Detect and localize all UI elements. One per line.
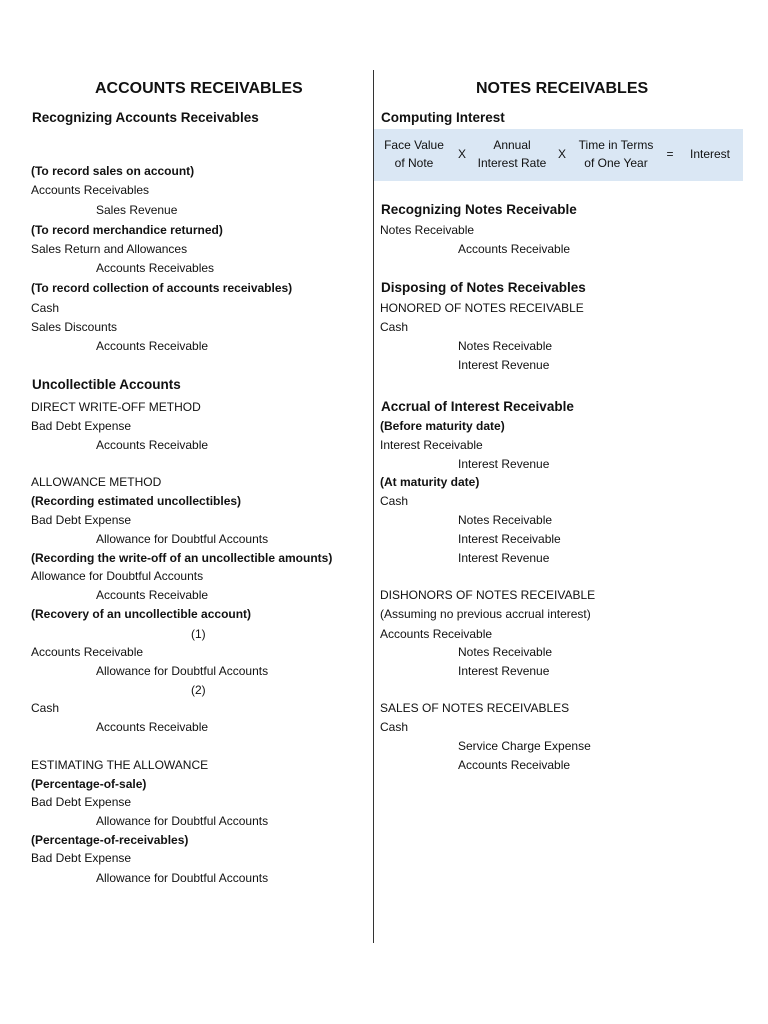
section-disposing-notes-receivables: Disposing of Notes Receivables — [381, 280, 586, 295]
debit-account: Sales Return and Allowances — [31, 242, 188, 256]
debit-account: Bad Debt Expense — [31, 795, 132, 809]
formula-term-line: of Note — [394, 156, 434, 170]
credit-account: Interest Revenue — [458, 358, 550, 372]
debit-account: Bad Debt Expense — [31, 851, 132, 865]
method-heading: DIRECT WRITE-OFF METHOD — [31, 400, 201, 414]
debit-account: Cash — [31, 701, 60, 715]
entry-note: (To record collection of accounts receivables) — [31, 281, 293, 295]
formula-term-line: of One Year — [584, 156, 648, 170]
debit-account: Accounts Receivable — [31, 645, 144, 659]
credit-account: Notes Receivable — [458, 339, 553, 353]
entry-note: (To record sales on account) — [31, 164, 195, 178]
interest-formula — [374, 129, 743, 181]
step-number: (2) — [191, 683, 206, 697]
entry-note: (To record merchandice returned) — [31, 223, 223, 237]
credit-account: Interest Revenue — [458, 664, 550, 678]
credit-account: Interest Revenue — [458, 551, 550, 565]
multiply-sign: X — [557, 147, 566, 161]
credit-account: Allowance for Doubtful Accounts — [96, 532, 269, 546]
formula-term-line: Interest Rate — [477, 156, 547, 170]
credit-account: Allowance for Doubtful Accounts — [96, 664, 269, 678]
credit-account: Interest Revenue — [458, 457, 550, 471]
credit-account: Sales Revenue — [96, 203, 178, 217]
credit-account: Accounts Receivable — [96, 438, 209, 452]
formula-result: Interest — [689, 147, 731, 161]
credit-account: Allowance for Doubtful Accounts — [96, 814, 269, 828]
method-heading: ALLOWANCE METHOD — [31, 475, 162, 489]
equals-sign: = — [666, 147, 674, 161]
debit-account: Cash — [31, 301, 60, 315]
debit-account: Accounts Receivable — [380, 627, 493, 641]
section-recognizing-accounts-receivables: Recognizing Accounts Receivables — [32, 110, 259, 125]
section-accrual-interest-receivable: Accrual of Interest Receivable — [381, 399, 574, 414]
entry-note: (Recording the write-off of an uncollectible amounts) — [31, 551, 333, 565]
formula-term-face-value — [376, 136, 452, 172]
credit-account: Notes Receivable — [458, 513, 553, 527]
formula-term-annual-rate — [470, 136, 554, 172]
debit-account: Notes Receivable — [380, 223, 475, 237]
method-heading: HONORED OF NOTES RECEIVABLE — [380, 301, 584, 315]
debit-account: Cash — [380, 720, 409, 734]
formula-term-line: Annual — [493, 138, 531, 152]
credit-account: Interest Receivable — [458, 532, 561, 546]
step-number: (1) — [191, 627, 206, 641]
debit-account: Bad Debt Expense — [31, 419, 132, 433]
credit-account: Notes Receivable — [458, 645, 553, 659]
entry-note: (Percentage-of-receivables) — [31, 833, 189, 847]
debit-account: Bad Debt Expense — [31, 513, 132, 527]
debit-account: Cash — [380, 320, 409, 334]
debit-account: Service Charge Expense — [458, 739, 591, 753]
section-uncollectible-accounts: Uncollectible Accounts — [32, 377, 181, 392]
section-computing-interest: Computing Interest — [381, 110, 505, 125]
method-heading: ESTIMATING THE ALLOWANCE — [31, 758, 209, 772]
multiply-sign: X — [457, 147, 466, 161]
method-heading: DISHONORS OF NOTES RECEIVABLE — [380, 588, 596, 602]
entry-note: (Before maturity date) — [380, 419, 505, 433]
debit-account: Accounts Receivables — [31, 183, 150, 197]
entry-note: (At maturity date) — [380, 475, 480, 489]
entry-note: (Recovery of an uncollectible account) — [31, 607, 252, 621]
formula-term-line: Face Value — [384, 138, 444, 152]
entry-note: (Recording estimated uncollectibles) — [31, 494, 242, 508]
column-divider — [373, 70, 374, 943]
section-recognizing-notes-receivable: Recognizing Notes Receivable — [381, 202, 577, 217]
debit-account: Sales Discounts — [31, 320, 118, 334]
notes-receivables-title: NOTES RECEIVABLES — [476, 80, 649, 97]
credit-account: Accounts Receivable — [96, 720, 209, 734]
formula-term-line: Time in Terms — [578, 138, 654, 152]
credit-account: Accounts Receivables — [96, 261, 215, 275]
credit-account: Accounts Receivable — [96, 339, 209, 353]
debit-account: Allowance for Doubtful Accounts — [31, 569, 204, 583]
credit-account: Accounts Receivable — [96, 588, 209, 602]
debit-account: Cash — [380, 494, 409, 508]
entry-note: (Assuming no previous accrual interest) — [380, 607, 591, 621]
credit-account: Allowance for Doubtful Accounts — [96, 871, 269, 885]
credit-account: Accounts Receivable — [458, 758, 571, 772]
entry-note: (Percentage-of-sale) — [31, 777, 147, 791]
formula-term-time — [570, 136, 662, 172]
method-heading: SALES OF NOTES RECEIVABLES — [380, 701, 570, 715]
accounts-receivables-title: ACCOUNTS RECEIVABLES — [95, 80, 303, 97]
debit-account: Interest Receivable — [380, 438, 483, 452]
credit-account: Accounts Receivable — [458, 242, 571, 256]
